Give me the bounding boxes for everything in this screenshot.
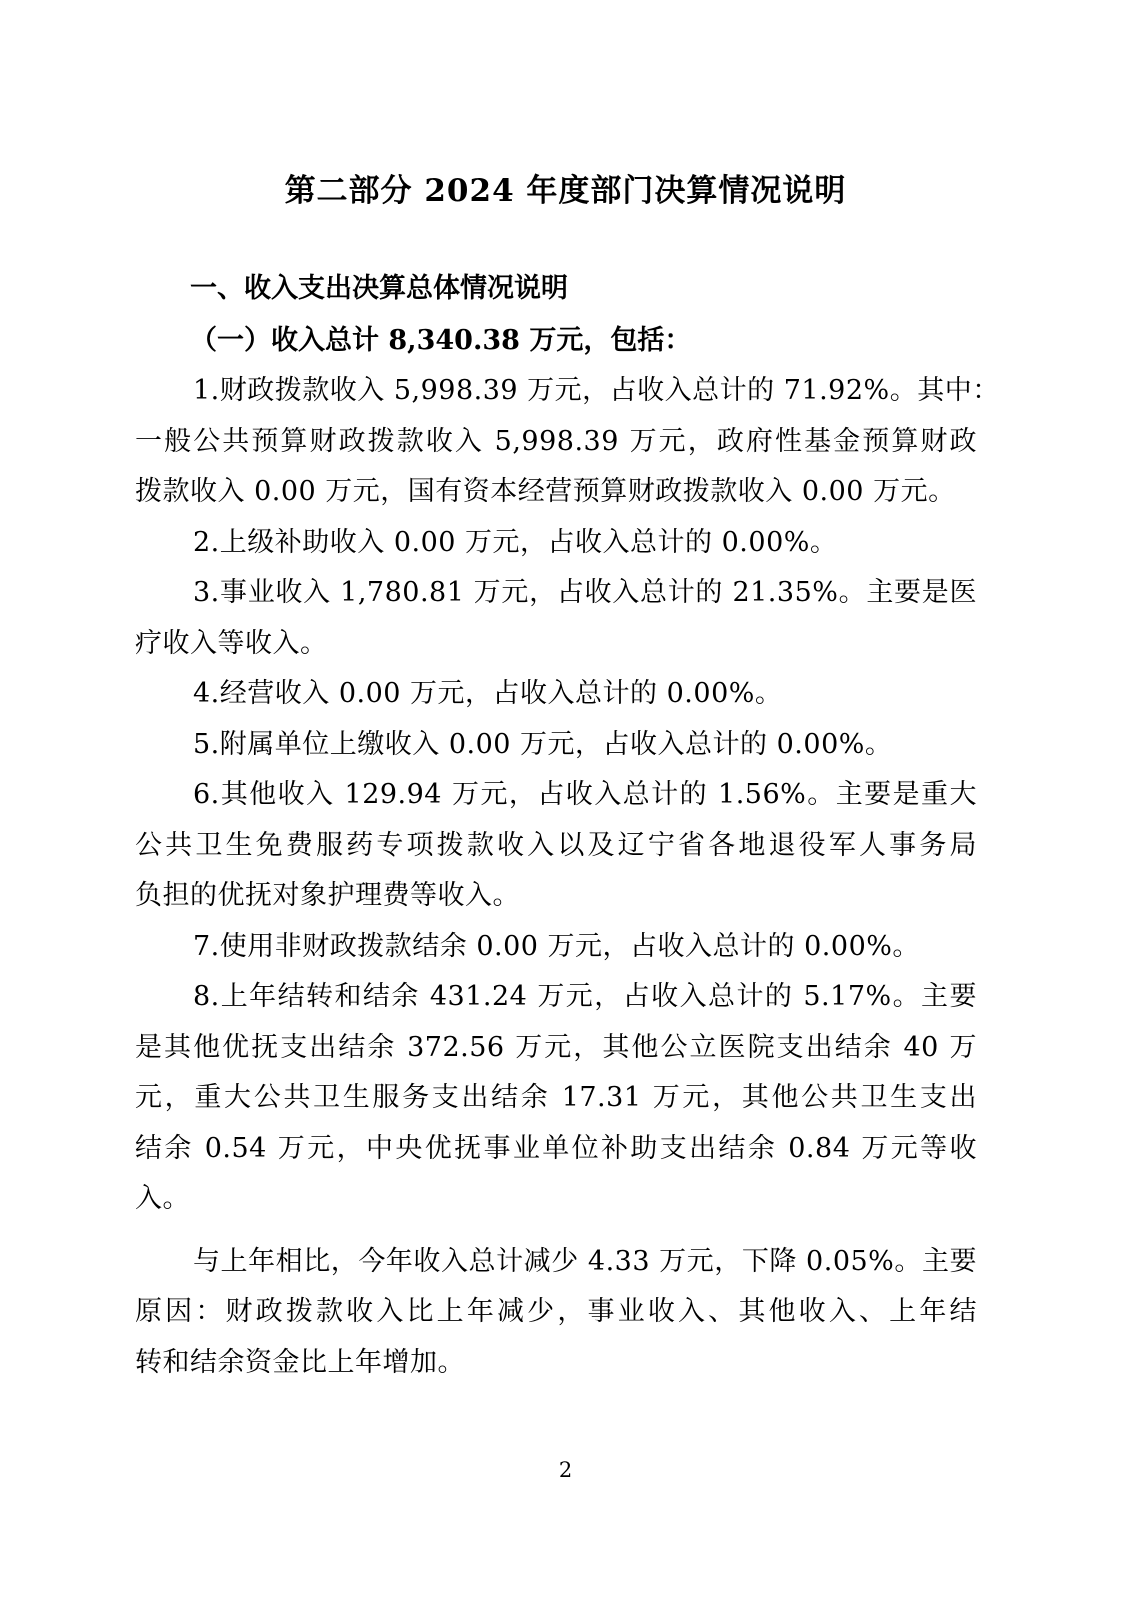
text-line: 疗收入等收入。 xyxy=(135,627,328,659)
page-number: 2 xyxy=(558,1458,573,1482)
text-line: 6.其他收入 129.94 万元，占收入总计的 1.56%。主要是重大 xyxy=(193,779,977,810)
text-line: 元，重大公共卫生服务支出结余 17.31 万元，其他公共卫生支出 xyxy=(135,1082,977,1113)
text-line: 拨款收入 0.00 万元，国有资本经营预算财政拨款收入 0.00 万元。 xyxy=(135,476,956,507)
text-line: 与上年相比，今年收入总计减少 4.33 万元，下降 0.05%。主要 xyxy=(193,1245,977,1277)
text-line: 公共卫生免费服药专项拨款收入以及辽宁省各地退役军人事务局 xyxy=(135,829,977,861)
section-heading: 一、收入支出决算总体情况说明 xyxy=(190,273,568,304)
text-line: 2.上级补助收入 0.00 万元，占收入总计的 0.00%。 xyxy=(193,526,838,558)
text-line: 8.上年结转和结余 431.24 万元，占收入总计的 5.17%。主要 xyxy=(193,981,977,1012)
text-line: 5.附属单位上缴收入 0.00 万元，占收入总计的 0.00%。 xyxy=(193,728,893,760)
text-line: 7.使用非财政拨款结余 0.00 万元，占收入总计的 0.00%。 xyxy=(193,930,920,962)
text-line: 1.财政拨款收入 5,998.39 万元，占收入总计的 71.92%。其中： xyxy=(193,375,1000,406)
text-line: 一般公共预算财政拨款收入 5,998.39 万元，政府性基金预算财政 xyxy=(135,425,977,457)
paragraph-gap xyxy=(135,1225,977,1237)
text-line: 3.事业收入 1,780.81 万元，占收入总计的 21.35%。主要是医 xyxy=(193,577,977,608)
text-line: 结余 0.54 万元，中央优抚事业单位补助支出结余 0.84 万元等收 xyxy=(135,1132,977,1164)
text-line: 原因：财政拨款收入比上年减少，事业收入、其他收入、上年结 xyxy=(135,1296,977,1327)
text-line: 负担的优抚对象护理费等收入。 xyxy=(135,880,520,911)
text-line: 4.经营收入 0.00 万元，占收入总计的 0.00%。 xyxy=(193,678,783,709)
paragraph-block xyxy=(135,366,1000,1388)
subsection-heading: （一）收入总计 8,340.38 万元，包括： xyxy=(190,325,692,356)
text-line: 转和结余资金比上年增加。 xyxy=(135,1346,465,1378)
text-line: 入。 xyxy=(135,1183,190,1214)
page-title: 第二部分 2024 年度部门决算情况说明 xyxy=(284,173,847,209)
text-line: 是其他优抚支出结余 372.56 万元，其他公立医院支出结余 40 万 xyxy=(135,1031,977,1063)
